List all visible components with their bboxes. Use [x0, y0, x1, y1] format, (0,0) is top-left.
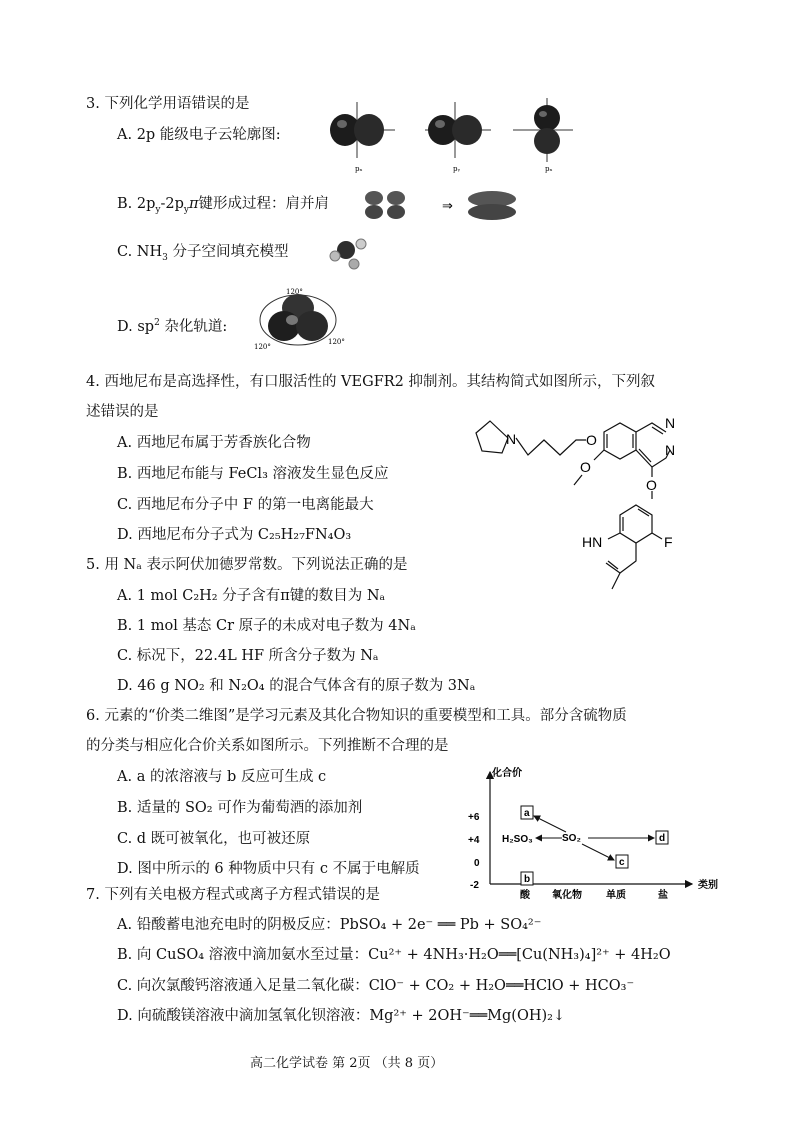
q7-option-c: C. 向次氯酸钙溶液通入足量二氧化碳：ClO⁻ + CO₂ + H₂O══HClO + HCO₃⁻ [117, 978, 635, 994]
q4-option-b: B. 西地尼布能与 FeCl₃ 溶液发生显色反应 [117, 466, 389, 482]
px-orbital [330, 102, 395, 158]
atom-n-quinazoline1: N [665, 415, 676, 431]
q3-option-d: D. $sp^2$ 杂化轨道: [117, 318, 228, 335]
box-c: c [619, 857, 625, 868]
atom-f: F [664, 534, 673, 550]
q5-option-b: B. 1 mol 基态 Cr 原子的未成对电子数为 4Nₐ [117, 618, 416, 634]
pi-bond-figure [364, 188, 524, 224]
angle-label-left: 120° [254, 343, 271, 351]
label-so2: SO₂ [562, 833, 581, 844]
ytick-zero: 0 [474, 858, 480, 869]
py-orbital [425, 102, 491, 158]
xtick-acid: 酸 [520, 890, 530, 901]
x-axis-label: 类别 [698, 880, 718, 891]
q3-option-b: B. $2p_y-2p_y\pi$键形成过程：肩并肩 [117, 196, 330, 215]
q6-stem-line2: 的分类与相应化合价关系如图所示。下列推断不合理的是 [86, 738, 449, 754]
sulfur-valence-chart [462, 762, 732, 902]
atom-hn: HN [582, 534, 603, 550]
q6-option-a: A. a 的浓溶液与 b 反应可生成 c [117, 769, 327, 785]
atom-n-quinazoline2: N [665, 442, 676, 458]
xtick-oxide: 氧化物 [552, 890, 582, 901]
q3-stem: 3. 下列化学用语错误的是 [86, 96, 250, 112]
q7-option-d: D. 向硫酸镁溶液中滴加氢氧化钡溶液：Mg²⁺ + 2OH⁻══Mg(OH)₂↓ [117, 1008, 566, 1024]
q6-option-c: C. d 既可被氧化，也可被还原 [117, 831, 311, 847]
orbital-label-1: pₓ [355, 165, 363, 173]
q7-option-b: B. 向 CuSO₄ 溶液中滴加氨水至过量：Cu²⁺ + 4NH₃·H₂O══[Cu(NH₃)₄]²⁺ + 4H₂O [117, 947, 671, 963]
xtick-salt: 盐 [658, 890, 668, 901]
ytick-plus6: +6 [468, 812, 480, 823]
q7-stem: 7. 下列有关电极方程式或离子方程式错误的是 [86, 887, 380, 903]
sp2-orbital-figure [248, 282, 358, 356]
page-footer: 高二化学试卷 第 2页 （共 8 页） [250, 1056, 444, 1071]
box-d: d [659, 833, 666, 844]
q4-option-d: D. 西地尼布分子式为 C₂₅H₂₇FN₄O₃ [117, 527, 352, 543]
q4-option-a: A. 西地尼布属于芳香族化合物 [117, 435, 311, 451]
q6-option-d: D. 图中所示的 6 种物质中只有 c 不属于电解质 [117, 861, 420, 877]
atom-o-ether2: O [646, 477, 657, 493]
q5-stem: 5. 用 Nₐ 表示阿伏加德罗常数。下列说法正确的是 [86, 557, 408, 573]
orbital-label-2: pᵧ [453, 165, 461, 173]
label-h2so3: H₂SO₃ [502, 834, 533, 845]
orbital-label-3: pₓ [545, 165, 553, 173]
atom-o-ether1: O [586, 432, 597, 448]
q4-stem-line2: 述错误的是 [86, 404, 159, 420]
q5-option-d: D. 46 g NO₂ 和 N₂O₄ 的混合气体含有的原子数为 3Nₐ [117, 678, 476, 694]
q6-stem-line1: 6. 元素的“价类二维图”是学习元素及其化合物知识的重要模型和工具。部分含硫物质 [86, 708, 627, 724]
pz-orbital [513, 98, 573, 162]
nh3-model-figure [326, 232, 382, 272]
atom-n-pyrrolidine: N [506, 431, 517, 447]
p-orbital-figures [315, 96, 575, 176]
arrow-icon: ⇒ [442, 199, 453, 214]
q7-option-a: A. 铅酸蓄电池充电时的阴极反应：PbSO₄ + 2e⁻ ══ Pb + SO₄²⁻ [117, 917, 542, 933]
q4-stem-line1: 4. 西地尼布是高选择性，有口服活性的 VEGFR2 抑制剂。其结构简式如图所示，下列叙 [86, 374, 656, 390]
ytick-minus2: -2 [470, 880, 479, 891]
angle-label-right: 120° [328, 338, 345, 346]
angle-label-top: 120° [286, 288, 303, 296]
box-a: a [524, 808, 530, 819]
ytick-plus4: +4 [468, 835, 480, 846]
q4-option-c: C. 西地尼布分子中 F 的第一电离能最大 [117, 497, 374, 513]
q5-option-a: A. 1 mol C₂H₂ 分子含有π键的数目为 Nₐ [117, 588, 386, 604]
q3-option-a: A. 2p 能级电子云轮廓图: [117, 127, 281, 143]
q6-option-b: B. 适量的 SO₂ 可作为葡萄酒的添加剂 [117, 800, 363, 816]
y-axis-label: 化合价 [492, 768, 522, 779]
atom-o-methoxy: O [580, 459, 591, 475]
q3-option-c: C. $NH_3$ 分子空间填充模型 [117, 244, 289, 263]
box-b: b [524, 874, 531, 885]
q5-option-c: C. 标况下，22.4L HF 所含分子数为 Nₐ [117, 648, 379, 664]
xtick-element: 单质 [606, 890, 626, 901]
cediranib-structure [470, 405, 720, 595]
